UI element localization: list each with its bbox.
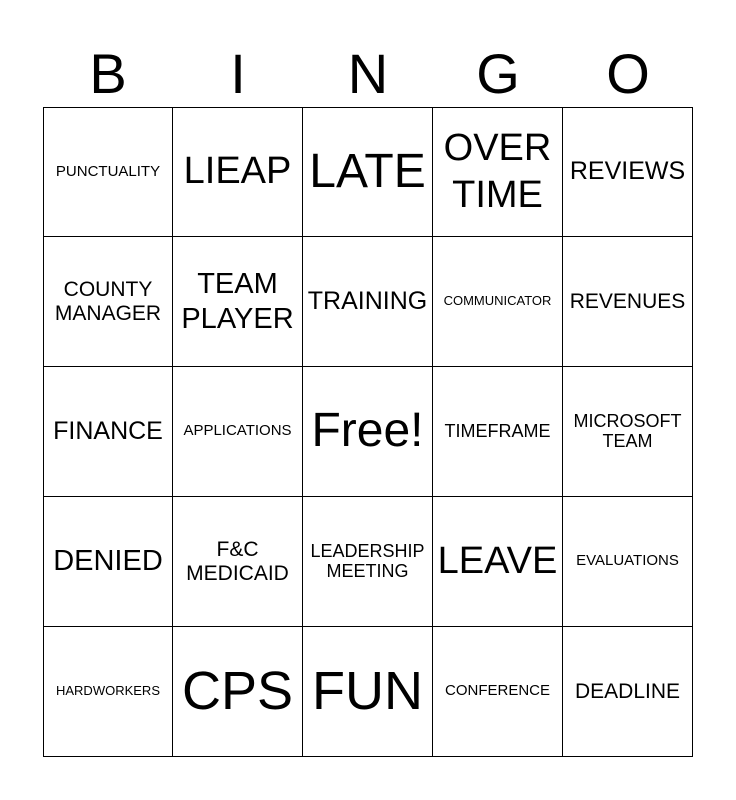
bingo-cell[interactable]: FINANCE [43,367,173,497]
bingo-cell[interactable]: FUN [303,627,433,757]
bingo-cell[interactable]: DENIED [43,497,173,627]
bingo-cell[interactable]: PUNCTUALITY [43,107,173,237]
header-letter-g: G [476,42,520,105]
bingo-cell[interactable]: TRAINING [303,237,433,367]
header-letter-o: O [606,42,650,105]
bingo-cell[interactable]: MICROSOFT TEAM [563,367,693,497]
header-letter-n: N [347,42,389,105]
bingo-cell[interactable]: CONFERENCE [433,627,563,757]
bingo-cell[interactable]: APPLICATIONS [173,367,303,497]
bingo-cell[interactable]: DEADLINE [563,627,693,757]
header-letter-b: B [89,42,127,105]
bingo-cell[interactable]: OVER TIME [433,107,563,237]
bingo-cell[interactable]: TEAM PLAYER [173,237,303,367]
bingo-cell[interactable]: LIEAP [173,107,303,237]
bingo-cell[interactable]: REVIEWS [563,107,693,237]
bingo-cell[interactable]: REVENUES [563,237,693,367]
bingo-header [43,40,693,108]
bingo-cell[interactable]: COMMUNICATOR [433,237,563,367]
bingo-cell[interactable]: CPS [173,627,303,757]
bingo-cell[interactable]: LEAVE [433,497,563,627]
bingo-free-cell[interactable]: Free! [303,367,433,497]
bingo-cell[interactable]: EVALUATIONS [563,497,693,627]
bingo-cell[interactable]: LATE [303,107,433,237]
bingo-cell[interactable]: HARDWORKERS [43,627,173,757]
bingo-cell[interactable]: F&C MEDICAID [173,497,303,627]
bingo-cell[interactable]: COUNTY MANAGER [43,237,173,367]
bingo-cell[interactable]: LEADERSHIP MEETING [303,497,433,627]
header-letter-i: I [230,42,246,105]
bingo-board [43,107,693,757]
bingo-cell[interactable]: TIMEFRAME [433,367,563,497]
